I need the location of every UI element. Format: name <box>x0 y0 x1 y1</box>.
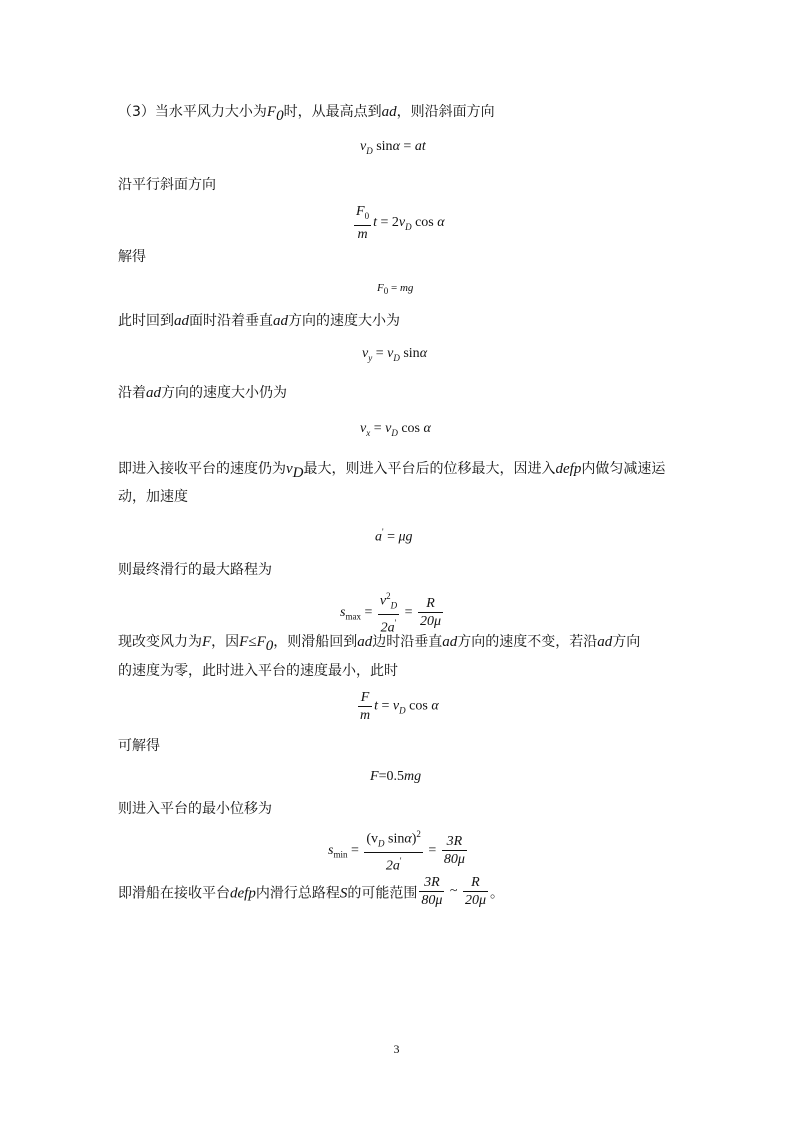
subscript: 0 <box>276 107 284 124</box>
equation-10: $s_{min}$ = $\frac{(v_D \sin\alpha)^2}{2a'}$ = $\frac{3R}{80\mu}$ <box>328 826 469 875</box>
text-line-13: 即滑船在接收平台defp内滑行总路程S的可能范围 $\frac{3R}{80\mu}$ ~ $\frac{R}{20\mu}$ 。 <box>118 875 504 908</box>
text-line-3: 解得 <box>118 249 146 265</box>
text-line-11: 可解得 <box>118 738 160 754</box>
text-line-12: 则进入平台的最小位移为 <box>118 801 272 817</box>
text-line-6: 即进入接收平台的速度仍为$v_D$最大，则进入平台后的位移最大，因进入defp内做匀减速运 <box>118 461 666 481</box>
text-line-5: 沿着ad方向的速度大小仍为 <box>118 385 287 401</box>
equation-1: $v_D$ sinα = at <box>360 139 426 156</box>
equation-6: a' = μg <box>375 527 413 545</box>
var-F0: F <box>266 104 277 120</box>
equation-7: $s_{max}$ = $\frac{v^2_D}{2a'}$ = $\frac{R}{20\mu}$ <box>340 588 445 637</box>
text-line-10: 的速度为零，此时进入平台的速度最小，此时 <box>118 663 398 679</box>
equation-3: $F_0$ = mg <box>377 282 414 297</box>
text-line-7: 动，加速度 <box>118 489 188 505</box>
equation-8: $\frac{F}{m}$ $t = v_D$ cos α <box>360 690 439 723</box>
equation-11: $\frac{3R}{80\mu}$ ~ $\frac{R}{20\mu}$ <box>421 875 486 908</box>
equation-5: $v_x = v_D$ cos α <box>360 421 431 438</box>
fraction: $\frac{v^2_D}{2a'}$ <box>378 588 399 637</box>
fraction: $\frac{3R}{80\mu}$ <box>421 875 443 908</box>
fraction: $\frac{F_0}{m}$ <box>356 204 370 242</box>
text-line-9: 现改变风力为F，因$F\le F_0$，则滑船回到ad边时沿垂直ad方向的速度不变，若沿ad方向 <box>118 634 641 654</box>
var-ad: ad <box>381 104 397 120</box>
fraction: $\frac{(v_D \sin\alpha)^2}{2a'}$ <box>364 826 423 875</box>
text-line-2: 沿平行斜面方向 <box>118 177 216 193</box>
text-line-4: 此时回到ad面时沿着垂直ad方向的速度大小为 <box>118 313 400 329</box>
fraction: $\frac{R}{20\mu}$ <box>419 596 442 630</box>
fraction: $\frac{R}{20\mu}$ <box>464 875 486 908</box>
page-number: 3 <box>393 1042 400 1056</box>
equation-9: F=0.5mg <box>370 769 422 784</box>
fraction: $\frac{3R}{80\mu}$ <box>443 834 465 868</box>
equation-4: $v_y = v_D$ sinα <box>362 346 428 363</box>
text-segment: ，则沿斜面方向 <box>396 104 495 120</box>
text-line-8: 则最终滑行的最大路程为 <box>118 562 272 578</box>
text-segment: 时，从最高点到 <box>283 104 382 120</box>
equation-2: $\frac{F_0}{m}$ $t = 2v_D$ cos α <box>356 204 445 242</box>
text-line-1 <box>118 102 495 126</box>
text-segment: （3）当水平风力大小为 <box>118 104 267 120</box>
fraction: $\frac{F}{m}$ <box>360 690 371 723</box>
